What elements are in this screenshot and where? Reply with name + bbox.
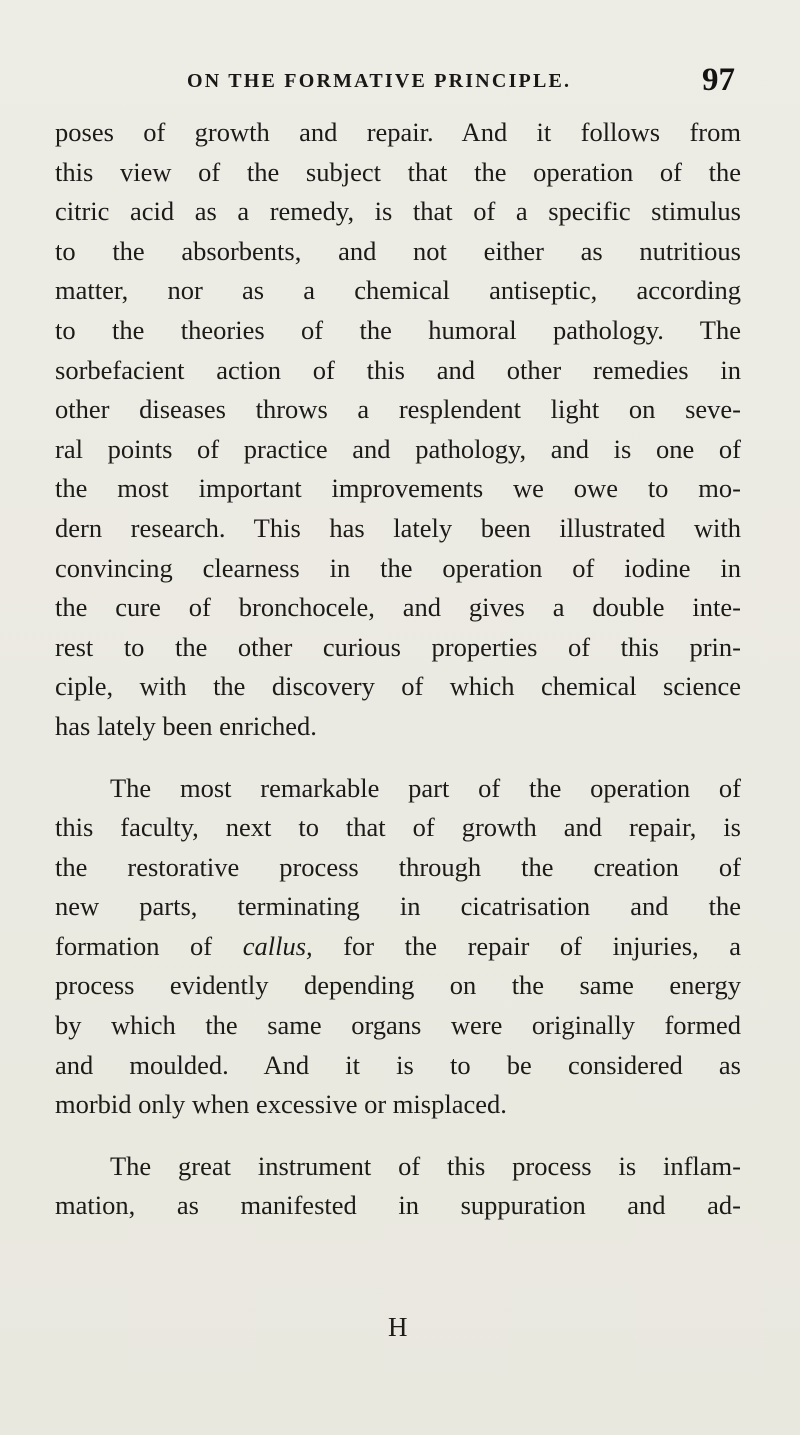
text-line: sorbefacient action of this and other remedies in	[55, 354, 741, 385]
text-line	[55, 927, 741, 967]
text-line: new parts, terminating in cicatrisation and the	[55, 891, 741, 922]
running-head	[55, 62, 735, 102]
running-title: ON THE FORMATIVE PRINCIPLE.	[187, 70, 572, 92]
text-line: the restorative process through the creation of	[55, 851, 741, 882]
text-line: matter, nor as a chemical antiseptic, according	[55, 275, 741, 306]
text-line: mation, as manifested in suppuration and ad-	[55, 1190, 741, 1221]
paragraph-3	[55, 1147, 741, 1226]
text-line: this faculty, next to that of growth and repair, is	[55, 812, 741, 843]
text-line: citric acid as a remedy, is that of a specific stimulus	[55, 196, 741, 227]
text-line: convincing clearness in the operation of iodine in	[55, 552, 741, 583]
text-line: the most important improvements we owe to mo-	[55, 473, 741, 504]
text-line: this view of the subject that the operation of the	[55, 156, 741, 187]
text-line: The most remarkable part of the operation of	[110, 772, 741, 803]
text-line: morbid only when excessive or misplaced.	[55, 1089, 507, 1120]
text-line: process evidently depending on the same energy	[55, 970, 741, 1001]
body-text	[55, 113, 741, 1226]
signature-mark: H	[388, 1312, 408, 1342]
text-run: formation of	[55, 930, 243, 961]
page-number: 97	[702, 62, 735, 98]
text-line: The great instrument of this process is inflam-	[110, 1150, 741, 1181]
text-line: to the absorbents, and not either as nutritious	[55, 235, 741, 266]
text-line: ciple, with the discovery of which chemical science	[55, 671, 741, 702]
text-run: for the repair of injuries, a	[312, 930, 742, 961]
text-line: other diseases throws a resplendent light on seve-	[55, 394, 741, 425]
paragraph-1	[55, 113, 741, 747]
italic-term: callus,	[242, 930, 313, 961]
paragraph-2	[55, 769, 741, 1125]
text-line: and moulded. And it is to be considered as	[55, 1049, 741, 1080]
text-line: has lately been enriched.	[55, 710, 317, 741]
text-line: dern research. This has lately been illustrated with	[55, 512, 741, 543]
text-line: by which the same organs were originally formed	[55, 1010, 741, 1041]
text-line: rest to the other curious properties of this prin-	[55, 631, 741, 662]
text-line: ral points of practice and pathology, and is one of	[55, 433, 741, 464]
text-line: poses of growth and repair. And it follows from	[55, 117, 741, 147]
text-line: to the theories of the humoral pathology. The	[55, 314, 741, 345]
text-line: the cure of bronchocele, and gives a double inte-	[55, 592, 741, 623]
